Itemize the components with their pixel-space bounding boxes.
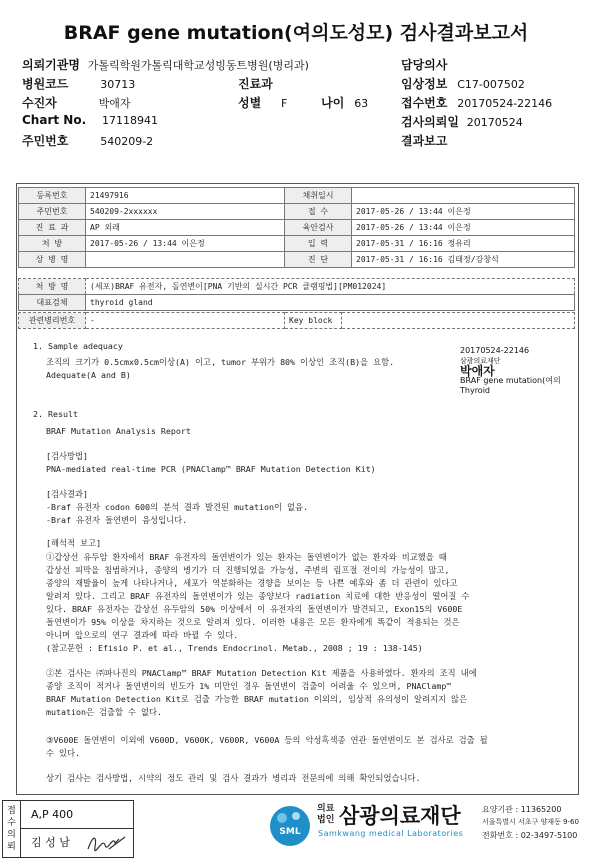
header-label: 성별 <box>238 96 262 110</box>
header-label: Chart No. <box>22 113 87 127</box>
org-address: 서울특별시 서초구 양재동 9-60 <box>482 818 579 826</box>
registration-table <box>18 187 575 268</box>
method-text: PNA-mediated real-time PCR (PNAClamp™ BRAF Mutation Detection Kit) <box>46 464 376 474</box>
table-row <box>19 236 575 252</box>
org-prefix <box>317 804 334 826</box>
table-label-cell: 진 료 과 <box>19 220 86 236</box>
header-row-2 <box>22 75 135 92</box>
header-row-4 <box>22 113 158 127</box>
paragraph-line: 아니며 앞으로의 연구 결과에 따라 바뀔 수 있다. <box>46 630 239 640</box>
order-table <box>18 278 575 311</box>
header-label: 진료과 <box>238 77 273 91</box>
section-1-title: 1. Sample adequacy <box>33 341 123 351</box>
stamp-bottom-text: 의뢰 <box>7 830 16 852</box>
header-label: 나이 <box>321 96 345 110</box>
report-title: BRAF gene mutation(여의도성모) 검사결과보고서 <box>63 22 529 44</box>
result-line-1: -Braf 유전자 codon 600의 분석 결과 발견된 mutation이 없음. <box>46 502 309 512</box>
key-block-value <box>342 313 575 329</box>
table-row <box>19 252 575 268</box>
header-value: 63 <box>354 97 369 110</box>
interpretation-paragraph-3 <box>46 734 488 760</box>
paragraph-line: 종양의 재발율이 높게 나타나거나, 세포가 역분화하는 경향을 보이는 등 나쁜 예후와 좀 더 관련이 있다고 <box>46 578 458 588</box>
interpretation-paragraph-2 <box>46 667 477 719</box>
receipt-stamp-box <box>2 800 134 858</box>
org-prefix-bottom: 법인 <box>317 815 335 825</box>
header-row-1 <box>22 56 309 73</box>
header-label: 주민번호 <box>22 134 69 148</box>
paragraph-line: (참고문헌 : Efisio P. et al., Trends Endocrinol. Metab., 2008 ; 19 : 138-145) <box>46 643 423 653</box>
paragraph-line: ③V600E 돌연변이 이외에 V600D, V600K, V600R, V600A 등의 악성흑색종 연관 돌연변이도 본 검사로 검출 될 <box>46 735 488 745</box>
table-label-cell: 입 력 <box>285 236 352 252</box>
paragraph-line: 알려져 있다. 그리고 BRAF 유전자의 돌연변이가 있는 종양보다 radiation 치료에 대한 반응성이 떨어질 수 <box>46 591 470 601</box>
header-value: 30713 <box>100 78 136 91</box>
sticker-specimen: Thyroid <box>460 386 490 395</box>
sticker-test: BRAF gene mutation(여의 <box>460 376 561 385</box>
header-value: 540209-2 <box>100 135 154 148</box>
table-value-cell: 2017-05-26 / 13:44 이은정 <box>352 220 575 236</box>
paragraph-line: ①갑상선 유두암 환자에서 BRAF 유전자의 돌연변이가 있는 환자는 돌연변이가 없는 환자와 비교했을 때 <box>46 552 447 562</box>
table-label-cell: 접 수 <box>285 204 352 220</box>
table-value-cell <box>352 188 575 204</box>
header-row-5-right <box>401 132 447 149</box>
header-row-3-mid <box>238 94 368 111</box>
table-label-cell: 육안검사 <box>285 220 352 236</box>
org-contact <box>482 803 579 842</box>
table-value-cell: 2017-05-26 / 13:44 이은정 <box>352 204 575 220</box>
header-value: 17118941 <box>101 114 158 127</box>
stamp-name: 김 성 남 <box>31 836 70 849</box>
header-label: 의뢰기관명 <box>22 58 80 72</box>
interpretation-heading: [해석적 보고] <box>46 538 102 548</box>
specimen-value: thyroid gland <box>86 295 575 311</box>
header-row-1-right <box>401 56 447 73</box>
sticker-lab: 삼광의료재단 <box>460 357 501 365</box>
table-row <box>19 279 575 295</box>
header-label: 수진자 <box>22 96 57 110</box>
order-label: 처 방 명 <box>19 279 86 295</box>
closing-statement: 상기 검사는 검사방법, 시약의 정도 관리 및 검사 결과가 병리과 전문의에 의해 확인되었습니다. <box>46 773 421 783</box>
table-row <box>19 204 575 220</box>
key-block-label: Key block <box>285 313 342 329</box>
table-value-cell: 2017-05-31 / 16:16 정유리 <box>352 236 575 252</box>
header-label: 결과보고 <box>401 134 448 148</box>
stamp-dept: A,P 400 <box>21 801 133 829</box>
stamp-top-text: 접수 <box>7 806 16 828</box>
signature-icon <box>85 831 129 855</box>
header-row-3 <box>22 94 131 111</box>
table-label-cell: 상 병 명 <box>19 252 86 268</box>
sticker-accession: 20170524-22146 <box>460 346 530 355</box>
org-prefix-top: 의료 <box>317 804 335 814</box>
table-row <box>19 220 575 236</box>
related-value: - <box>86 313 285 329</box>
header-value: 가톨릭학원가톨릭대학교성빙동트병원(병리과) <box>87 59 309 72</box>
section-1-line-2: Adequate(A and B) <box>46 370 131 380</box>
header-label: 접수번호 <box>401 96 448 110</box>
table-value-cell <box>86 252 285 268</box>
stamp-side-label <box>3 801 21 857</box>
paragraph-line: 있다. BRAF 유전자는 갑상선 유두암의 50% 이상에서 이 유전자의 돌연변이가 발견되고, Exon15의 V600E <box>46 604 463 614</box>
header-label: 병원코드 <box>22 77 69 91</box>
order-value: (세포)BRAF 유전자, 돌연변이[PNA 기반의 실시간 PCR 클램핑법][PM012024] <box>86 279 575 295</box>
header-value: F <box>281 97 288 110</box>
paragraph-line: 돌연변이가 95% 이상을 차지하는 것으로 알려져 있다. 이러한 내용은 모든 환자에게 똑같이 적용되는 것은 <box>46 617 460 627</box>
table-row <box>19 295 575 311</box>
paragraph-line: ②본 검사는 ㈜파나진의 PNAClamp™ BRAF Mutation Detection Kit 제품을 사용하였다. 환자의 조직 내에 <box>46 668 477 678</box>
table-value-cell: 2017-05-31 / 16:16 김태정/강창석 <box>352 252 575 268</box>
table-value-cell: AP 외래 <box>86 220 285 236</box>
logo-text: SML <box>279 827 301 837</box>
specimen-label: 대표검체 <box>19 295 86 311</box>
header-value: 20170524 <box>466 116 523 129</box>
header-row-5 <box>22 132 153 149</box>
header-row-2-right <box>401 75 525 92</box>
paragraph-line: 수 있다. <box>46 748 81 758</box>
section-1-line-1: 조직의 크기가 0.5cmx0.5cm이상(A) 이고, tumor 부위가 80% 이상인 조직(B)을 요함. <box>46 357 395 367</box>
result-heading: [검사결과] <box>46 489 89 499</box>
paragraph-line: 종양 조직이 적거나 돌연변이의 빈도가 1% 미만인 경우 돌연변이 검출이 어려울 수 있으며, PNAClamp™ <box>46 681 452 691</box>
header-row-3-right <box>401 94 552 111</box>
table-label-cell: 주민번호 <box>19 204 86 220</box>
paragraph-line: BRAF Mutation Detection Kit로 검출 가능한 BRAF mutation 이외의, 임상적 유의성이 알려지지 않은 <box>46 694 468 704</box>
section-2-title: 2. Result <box>33 409 78 419</box>
table-row <box>19 313 575 329</box>
related-table <box>18 312 575 329</box>
table-row <box>19 188 575 204</box>
org-phone: 전화번호 : 02-3497-5100 <box>482 831 578 840</box>
org-registration: 요양기관 : 11365200 <box>482 805 562 814</box>
header-value: 박애자 <box>98 97 131 110</box>
table-label-cell: 처 방 <box>19 236 86 252</box>
specimen-sticker <box>460 346 561 396</box>
table-label-cell: 진 단 <box>285 252 352 268</box>
header-label: 담당의사 <box>401 58 448 72</box>
header-value: C17-007502 <box>457 78 525 91</box>
header-value: 20170524-22146 <box>457 97 553 110</box>
org-name: 삼광의료재단 <box>339 804 461 828</box>
interpretation-paragraph-1 <box>46 551 469 655</box>
header-row-4-right <box>401 113 523 130</box>
sml-logo-icon <box>268 804 312 848</box>
paragraph-line: mutation은 검출할 수 없다. <box>46 707 163 717</box>
sticker-patient: 박애자 <box>460 364 495 378</box>
header-row-2-mid <box>238 75 273 92</box>
header-label: 임상정보 <box>401 77 448 91</box>
header-label: 검사의뢰일 <box>401 115 459 129</box>
table-value-cell: 2017-05-26 / 13:44 이은정 <box>86 236 285 252</box>
table-value-cell: 21497916 <box>86 188 285 204</box>
paragraph-line: 갑상선 피막을 침범하거나, 종양의 병기가 더 진행되었을 가능성, 주변의 림프절 전이의 가능성이 많고, <box>46 565 450 575</box>
table-value-cell: 540209-2xxxxxx <box>86 204 285 220</box>
method-heading: [검사방법] <box>46 451 89 461</box>
table-label-cell: 등록번호 <box>19 188 86 204</box>
org-english-name: Samkwang medical Laboratories <box>318 829 464 838</box>
related-label: 관련병리번호 <box>19 313 86 329</box>
table-label-cell: 채취일시 <box>285 188 352 204</box>
result-line-2: -Braf 유전자 돌연변이 음성입니다. <box>46 515 188 525</box>
section-2-subtitle: BRAF Mutation Analysis Report <box>46 426 191 436</box>
